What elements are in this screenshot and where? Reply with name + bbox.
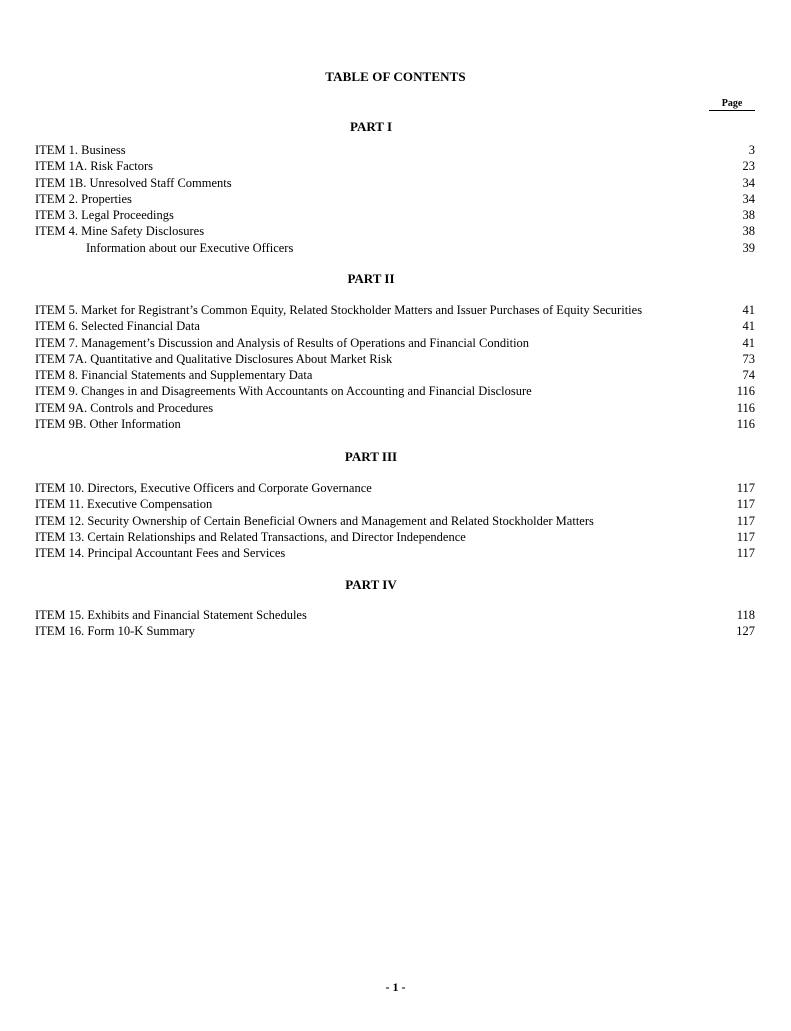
toc-section-part-1 [35, 142, 755, 256]
toc-title: TABLE OF CONTENTS [325, 69, 466, 84]
toc-section-part-3 [35, 480, 755, 561]
toc-entry-page: 3 [748, 143, 755, 157]
toc-section-part-2 [35, 302, 755, 432]
toc-entry-label: ITEM 9. Changes in and Disagreements With Accountants on Accounting and Financial Disclosure [35, 384, 532, 399]
toc-entry-label: ITEM 4. Mine Safety Disclosures [35, 224, 205, 239]
toc-entry-label: ITEM 12. Security Ownership of Certain Beneficial Owners and Management and Related Stockholder Matters [35, 513, 594, 528]
toc-entry-label: ITEM 10. Directors, Executive Officers and Corporate Governance [35, 481, 372, 495]
toc-entry-page: 117 [736, 529, 755, 544]
toc-entry-label: ITEM 13. Certain Relationships and Related Transactions, and Director Independence [35, 529, 466, 544]
toc-entry-label: ITEM 1A. Risk Factors [35, 159, 154, 174]
toc-entry-label: ITEM 2. Properties [35, 191, 132, 206]
toc-entry-page: 116 [736, 417, 755, 432]
toc-entry-page: 117 [736, 497, 755, 512]
toc-entry [35, 240, 755, 256]
toc-entry [35, 607, 755, 623]
toc-entry-page: 127 [736, 624, 755, 639]
toc-entry-page: 117 [736, 546, 755, 561]
toc-entry-label: ITEM 8. Financial Statements and Supplementary Data [35, 368, 313, 383]
toc-entry [35, 207, 755, 223]
toc-entry-page: 41 [742, 303, 755, 317]
page-number-footer: - 1 - [385, 980, 406, 994]
toc-entry-page: 41 [742, 319, 755, 334]
toc-entry-page: 117 [736, 481, 755, 495]
toc-entry-label: ITEM 9B. Other Information [35, 417, 181, 432]
toc-entry-page: 39 [742, 240, 755, 255]
toc-entry-page: 41 [742, 335, 755, 350]
toc-entry [35, 223, 755, 239]
toc-entry-page: 38 [742, 208, 755, 223]
toc-entry [35, 545, 755, 561]
toc-entry-label: ITEM 16. Form 10-K Summary [35, 624, 196, 639]
toc-entry-page: 73 [742, 351, 755, 366]
toc-entry-page: 23 [742, 159, 755, 174]
toc-entry [35, 367, 755, 383]
part-heading: PART IV [345, 577, 397, 592]
toc-entry-page: 118 [736, 608, 755, 622]
toc-entry [35, 480, 755, 496]
part-heading: PART II [347, 271, 395, 286]
toc-entry [35, 175, 755, 191]
toc-entry [35, 623, 755, 639]
toc-entry-label: ITEM 3. Legal Proceedings [35, 208, 174, 223]
toc-entry-page: 117 [736, 513, 755, 528]
toc-entry-label: ITEM 7. Management’s Discussion and Analysis of Results of Operations and Financial Condition [35, 335, 530, 350]
toc-entry [35, 529, 755, 545]
part-heading: PART I [349, 119, 393, 134]
page-column-header: Page [709, 98, 755, 111]
toc-entry-label: ITEM 1B. Unresolved Staff Comments [35, 175, 232, 190]
toc-entry [35, 302, 755, 318]
toc-entry [35, 142, 755, 158]
toc-section-part-4 [35, 607, 755, 640]
toc-entry-label: Information about our Executive Officers [86, 240, 294, 255]
toc-entry [35, 191, 755, 207]
toc-entry-label: ITEM 6. Selected Financial Data [35, 319, 200, 334]
toc-entry-label: ITEM 5. Market for Registrant’s Common Equity, Related Stockholder Matters and Issuer Purchases of Equity Securities [35, 303, 643, 317]
toc-entry [35, 318, 755, 334]
toc-entry-label: ITEM 1. Business [35, 143, 126, 157]
toc-entry [35, 351, 755, 367]
toc-entry [35, 496, 755, 512]
toc-entry [35, 335, 755, 351]
toc-entry-page: 34 [742, 191, 755, 206]
toc-entry-page: 38 [742, 224, 755, 239]
toc-entry [35, 513, 755, 529]
toc-entry-label: ITEM 11. Executive Compensation [35, 497, 213, 512]
toc-entry-label: ITEM 15. Exhibits and Financial Statement Schedules [35, 608, 307, 622]
toc-entry-page: 74 [742, 368, 755, 383]
toc-entry [35, 158, 755, 174]
toc-entry [35, 416, 755, 432]
toc-entry-page: 116 [736, 400, 755, 415]
toc-entry [35, 383, 755, 399]
toc-entry-label: ITEM 7A. Quantitative and Qualitative Disclosures About Market Risk [35, 351, 393, 366]
toc-entry-label: ITEM 9A. Controls and Procedures [35, 400, 214, 415]
toc-entry-page: 34 [742, 175, 755, 190]
toc-entry-label: ITEM 14. Principal Accountant Fees and Services [35, 546, 286, 561]
toc-entry [35, 400, 755, 416]
toc-entry-page: 116 [736, 384, 755, 399]
part-heading: PART III [344, 449, 398, 464]
